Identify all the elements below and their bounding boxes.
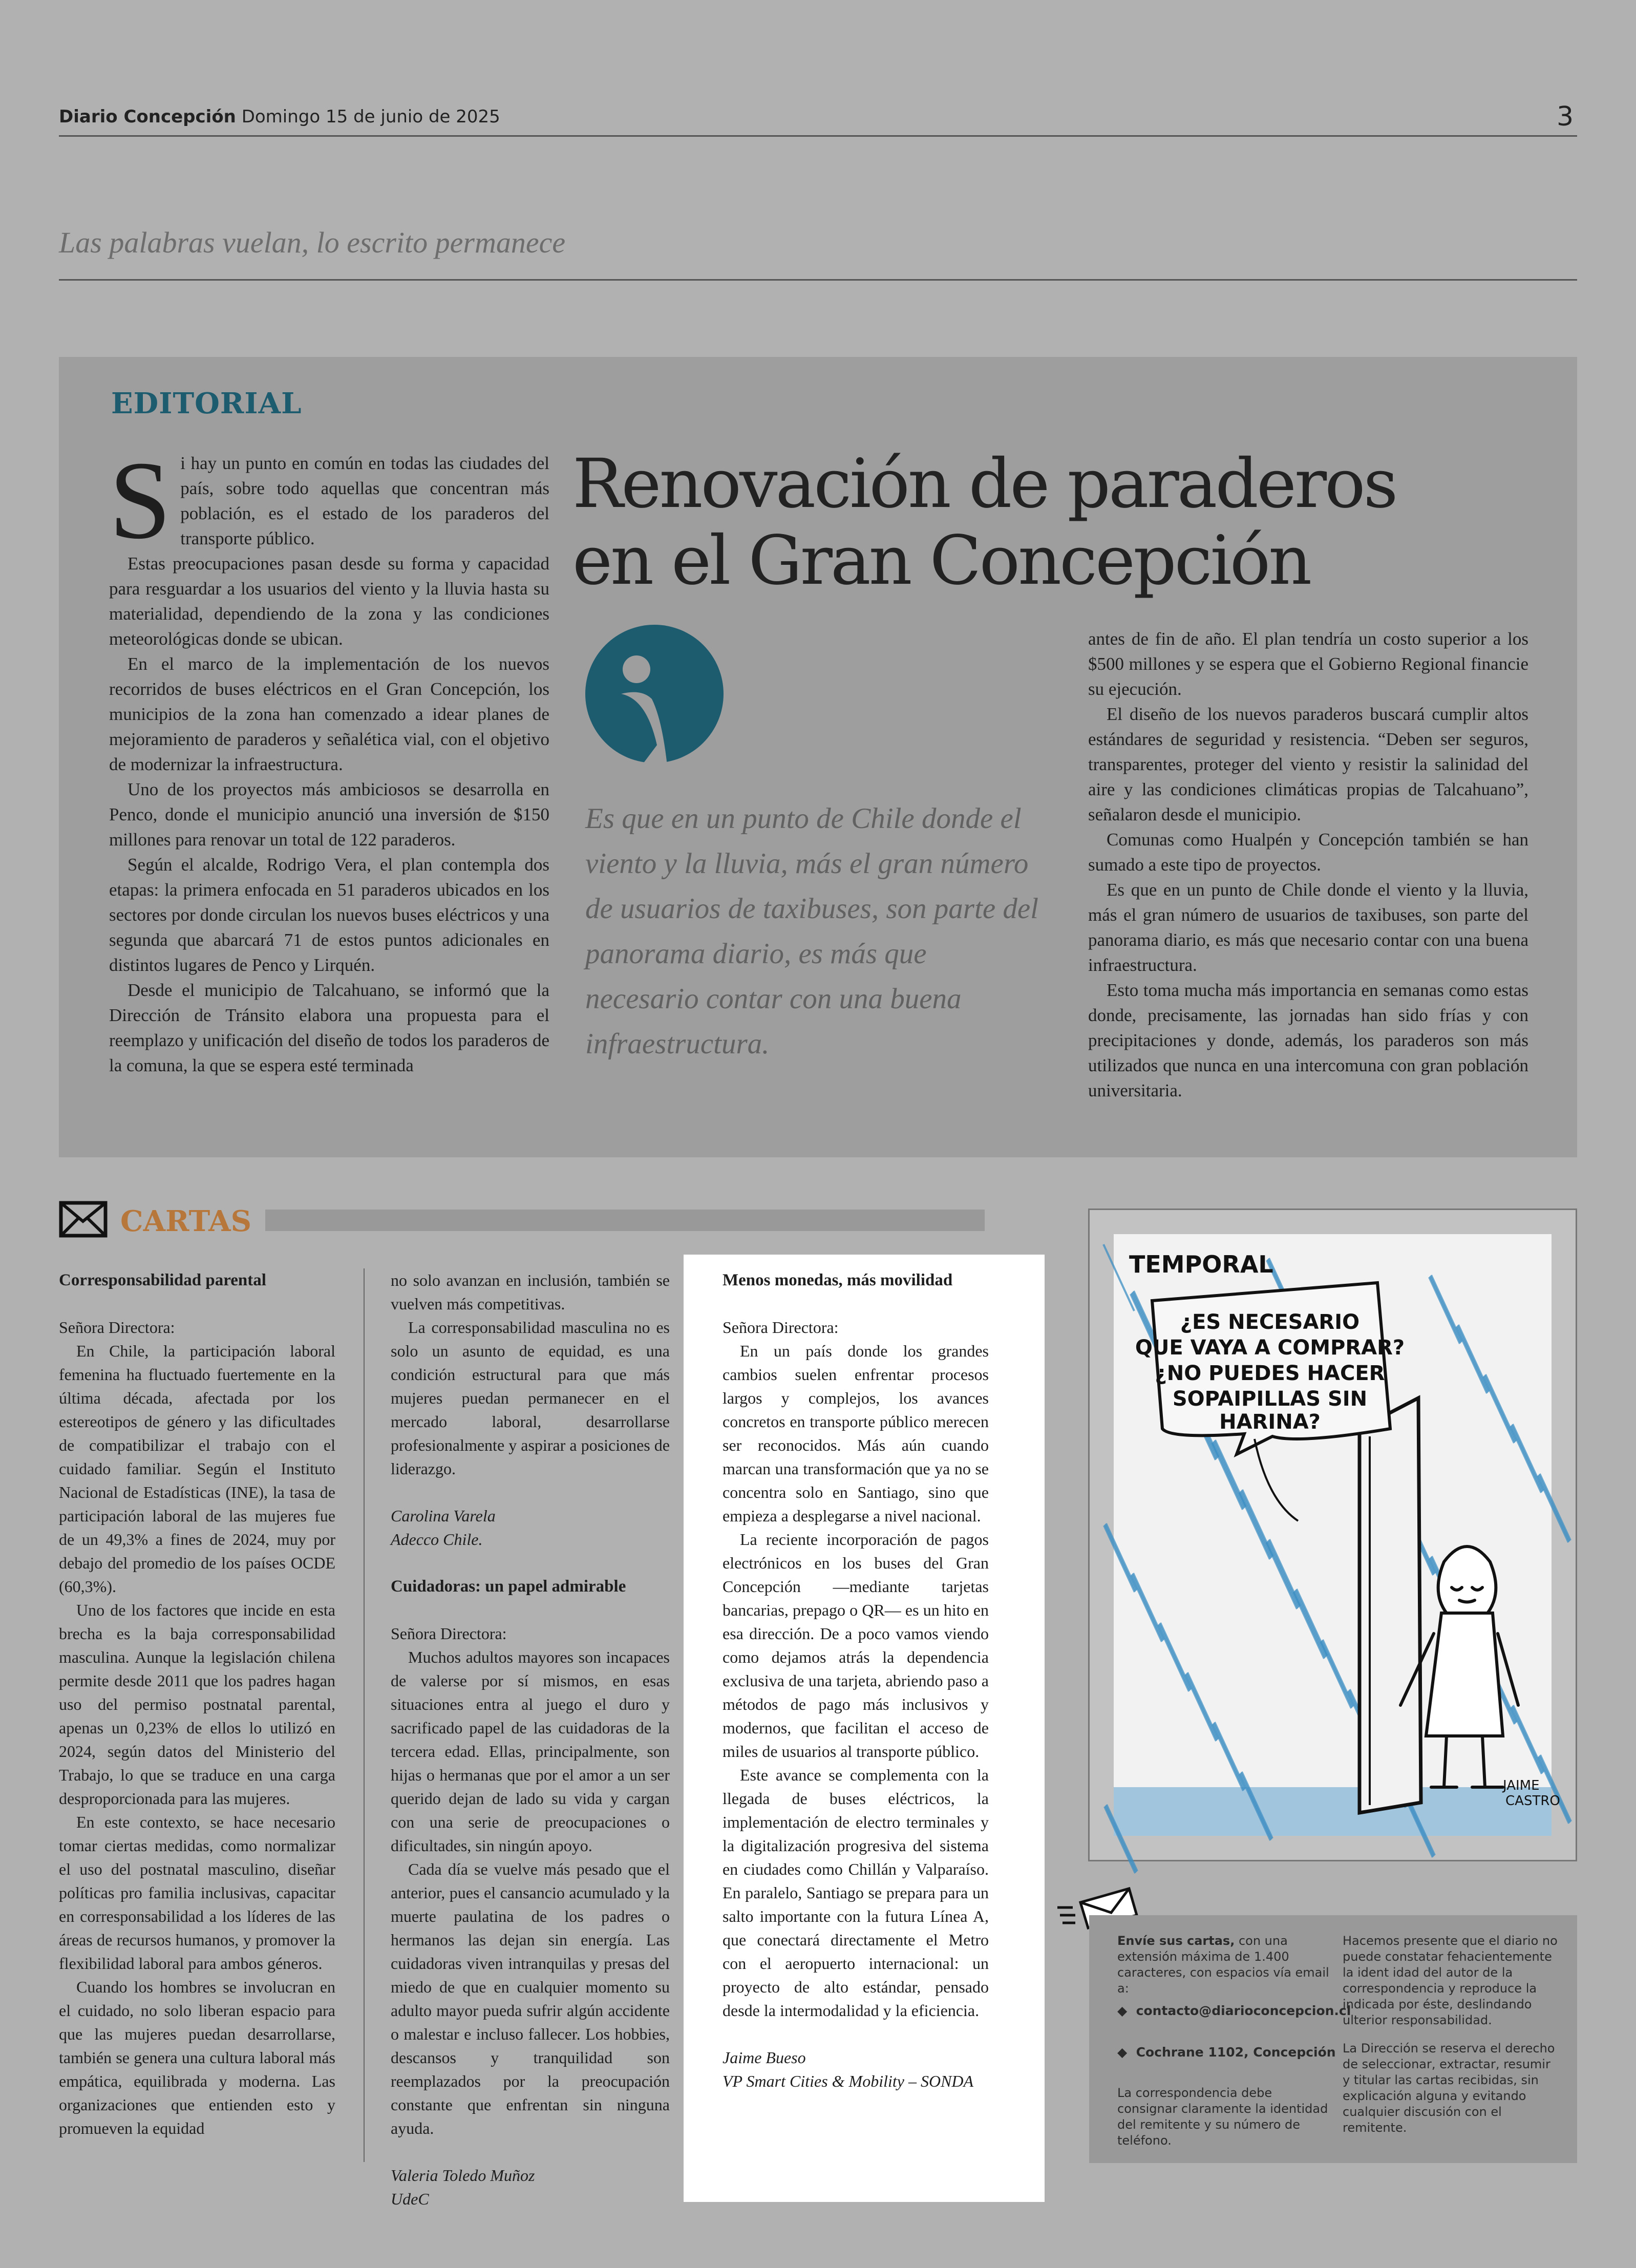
rain-stroke <box>1429 1277 1460 1344</box>
letter-author: Jaime Bueso <box>723 2048 806 2067</box>
letter-paragraph: Muchos adultos mayores son incapaces de valerse por sí mismos, en esas situaciones entra al juego el duro y sacrificado papel de las cuidadoras de la tercera edad. Ellas, principalmente, son hijas o hermanas que por el amor a un ser querido dejan de lado su vida y cargan con una serie de preocupaciones o dificultades, sin ningún apoyo. <box>391 1648 670 1855</box>
rain-stroke <box>1457 1326 1488 1392</box>
rain-stroke <box>1323 1640 1353 1706</box>
rain-stroke <box>1512 1706 1543 1773</box>
letter-paragraph: Cuando los hombres se involucran en el cuidado, no solo liberan espacio para que las mujeres puedan desarrollarse, también se genera una cultura laboral más empática, equilibrada y moderna. Las organizaciones que entienden esto y promueven la equidad <box>59 1978 335 2137</box>
rights-note: La Dirección se reserva el derecho de seleccionar, extractar, resumir y titular las cartas recibidas, sin explicación alguna y evitando cualquier discusión con el remitente. <box>1343 2041 1555 2135</box>
speech-line: QUE VAYA A COMPRAR? <box>1135 1336 1405 1360</box>
letter-paragraph: Este avance se complementa con la llegada de buses eléctricos, la implementación de electro terminales y la digitalización progresiva del sistema en ciudades como Chillán y Valparaíso. En paralelo, Santiago se prepara para un salto importante con la futura Línea A, que conectará directamente el Metro con el aeropuerto internacional: un proyecto de alto estándar, pensado desde la intermodalidad y la eficiencia. <box>723 1766 989 2020</box>
speech-line: ¿ES NECESARIO <box>1180 1310 1360 1334</box>
letter-paragraph: En este contexto, se hace necesario tomar ciertas medidas, como normalizar el uso del postnatal masculino, diseñar políticas pro familia inclusivas, capacitar en corresponsabilidad a los líderes de las áreas de recursos humanos, y promover la flexibilidad laboral para ambos géneros. <box>59 1813 335 1973</box>
rain-stroke <box>1458 1325 1489 1391</box>
send-instructions: Envíe sus cartas, con una extensión máxima de 1.400 caracteres, con espacios vía email a: <box>1117 1934 1329 1996</box>
pull-quote: Es que en un punto de Chile donde el viento y la lluvia, más el gran número de usuarios de taxibuses, son parte del panorama diario, es más que necesario contar con una buena infraestructura. <box>585 802 1039 1060</box>
rain-stroke <box>1132 1574 1163 1641</box>
letter-salutation: Señora Directora: <box>59 1318 175 1337</box>
letter-paragraph: Cada día se vuelve más pesado que el anterior, pues el cansancio acumulado y la muerte paulatina de los padres o hermanos las dejan sin energía. Las cuidadoras viven intranquilas y presas del miedo de que en cualquier momento su adulto mayor pueda sufrir algún accidente o malestar e incluso fallecer. Los hobbies, descansos y tranquilidad son reemplazados por la preocupación constante que enfrentan sin ninguna ayuda. <box>391 1860 670 2137</box>
editorial-paragraph: Uno de los proyectos más ambiciosos se desarrolla en Penco, donde el municipio anunció una inversión de $150 millones para renovar un total de 122 paraderos. <box>109 779 549 850</box>
rain-stroke <box>1241 1491 1272 1557</box>
rain-stroke <box>1513 1424 1543 1491</box>
editorial-paragraph: Desde el municipio de Talcahuano, se informó que la Dirección de Tránsito elabora una propuesta para el reemplazo y unificación del diseño de todos los paraderos de la comuna, la que se espera esté terminada <box>109 980 549 1075</box>
rain-stroke <box>1512 1425 1542 1492</box>
letter-paragraph: La corresponsabilidad masculina no es solo un asunto de equidad, es una condición estructural para que más mujeres puedan permanecer en el mercado laboral, desarrollarse profesionalmente y aspirar a posiciones de liderazgo. <box>391 1318 670 1478</box>
rain-stroke <box>1513 1705 1544 1772</box>
rain-stroke <box>1483 1376 1514 1443</box>
rain-stroke <box>1160 1623 1191 1689</box>
rain-stroke <box>1133 1573 1164 1640</box>
editorial-label: EDITORIAL <box>111 387 302 420</box>
cartas-header-bar <box>265 1210 985 1231</box>
speech-line: ¿NO PUEDES HACER <box>1155 1362 1385 1385</box>
editorial-paragraph: Según el alcalde, Rodrigo Vera, el plan contempla dos etapas: la primera enfocada en 51 paraderos ubicados en los sectores por donde circulan los nuevos buses eléctricos y una segunda que abarcará 71 de estos puntos adicionales en distintos lugares de Penco y Lirquén. <box>109 855 549 975</box>
letters-column-2 <box>391 1268 670 2211</box>
editorial-paragraph: El diseño de los nuevos paraderos buscará cumplir altos estándares de seguridad y resistencia. “Deben ser seguros, transparentes, proteger del viento y resistir la salinidad del aire y las condiciones climáticas propias de Talcahuano”, señalaron desde el municipio. <box>1088 704 1528 824</box>
letter-title: Corresponsabilidad parental <box>59 1271 266 1289</box>
header-rule <box>59 135 1577 137</box>
issue-date: Domingo 15 de junio de 2025 <box>241 107 500 127</box>
letter-salutation: Señora Directora: <box>391 1624 507 1643</box>
rain-stroke <box>1431 1275 1462 1342</box>
rain-stroke <box>1268 1540 1299 1607</box>
letter-title: Menos monedas, más movilidad <box>723 1271 953 1289</box>
letter-affiliation: VP Smart Cities & Mobility – SONDA <box>723 2072 974 2090</box>
correspondence-note: La correspondencia debe consignar claramente la identidad del remitente y su número de teléfono. <box>1117 2086 1328 2148</box>
rain-stroke <box>1187 1672 1218 1739</box>
rain-stroke <box>1214 1723 1244 1790</box>
editorial-column-3 <box>1088 626 1528 1103</box>
rain-stroke <box>1294 1591 1325 1658</box>
rain-stroke <box>1267 1541 1298 1608</box>
letter-corresponsabilidad <box>59 1268 335 2140</box>
svg-text:JAIME: JAIME <box>1503 1778 1540 1793</box>
rain-stroke <box>1511 1426 1541 1493</box>
editorial-paragraph: En el marco de la implementación de los nuevos recorridos de buses eléctricos en el Gran Concepción, los municipios de la zona han comenzado a idear planes de mejoramiento de paraderos y señalética vial, con el objetivo de modernizar la infraestructura. <box>109 654 549 774</box>
editorial-cartoon <box>1114 1234 1560 1836</box>
info-icon <box>585 622 724 766</box>
column-divider <box>364 1268 365 2162</box>
letter-paragraph: no solo avanzan en inclusión, también se vuelven más competitivas. <box>391 1271 670 1313</box>
letter-title: Cuidadoras: un papel admirable <box>391 1577 626 1596</box>
contact-address: ◆ Cochrane 1102, Concepción <box>1117 2045 1336 2060</box>
rain-stroke <box>1185 1674 1216 1741</box>
editorial-paragraph: antes de fin de año. El plan tendría un costo superior a los $500 millones y se espera que el Gobierno Regional financie su ejecución. <box>1088 629 1528 699</box>
rain-stroke <box>1131 1575 1162 1642</box>
rain-stroke <box>1456 1327 1487 1393</box>
letter-paragraph: En un país donde los grandes cambios suelen enfrentar procesos largos y complejos, los avances concretos en transporte público merecen ser reconocidos. Más aún cuando marcan una transformación que ya no se concentra solo en Santiago, sino que empieza a desplegarse a nivel nacional. <box>723 1342 989 1525</box>
rain-stroke <box>1215 1722 1245 1789</box>
editorial-paragraph: Estas preocupaciones pasan desde su forma y capacidad para resguardar a los usuarios del viento y la lluvia hasta su materialidad, dependiendo de la zona y las condiciones meteorológicas donde se ubican. <box>109 554 549 649</box>
rain-stroke <box>1322 1641 1352 1707</box>
puddle <box>1114 1787 1552 1836</box>
editorial-paragraph: Esto toma mucha más importancia en semanas como estas donde, precisamente, las jornadas han sido frías y con precipitaciones y donde, además, los paraderos son más utilizados que nunca en una intercomuna con gran población universitaria. <box>1088 980 1528 1100</box>
cartoon-title: TEMPORAL <box>1129 1250 1273 1278</box>
letter-author: Valeria Toledo Muñoz <box>391 2166 535 2185</box>
disclaimer-note: Hacemos presente que el diario no puede constatar fehacientemente la ident idad del autor de la correspondencia y reproduce la indicada por éste, deslindando ulterior responsabilidad. <box>1343 1934 1558 2027</box>
rain-stroke <box>1511 1707 1542 1774</box>
paper-name: Diario Concepción <box>59 107 236 127</box>
rain-stroke <box>1430 1276 1461 1343</box>
envelope-icon <box>59 1201 108 1238</box>
rain-stroke <box>1186 1673 1217 1740</box>
contact-email[interactable]: ◆ contacto@diarioconcepcion.cl <box>1117 2003 1351 2018</box>
letter-paragraph: La reciente incorporación de pagos electrónicos en los buses del Gran Concepción —mediante tarjetas bancarias, prepago o QR— es un hito en esa dirección. De a poco vamos viendo como dejamos atrás la dependencia exclusiva de una tarjeta, abriendo paso a métodos de pago más inclusivos y modernos, que facilitan el acceso de miles de usuarios al transporte público. <box>723 1530 989 1761</box>
speech-line: SOPAIPILLAS SIN <box>1172 1387 1368 1411</box>
rain-stroke <box>1295 1590 1326 1657</box>
rain-stroke <box>1297 1589 1327 1656</box>
page-number: 3 <box>1557 101 1574 132</box>
letter-salutation: Señora Directora: <box>723 1318 839 1337</box>
letter-paragraph: Uno de los factores que incide en esta brecha es la baja corresponsabilidad masculina. Aunque la legislación chilena permite desde 2011 que los padres hagan uso del permiso postnatal parental, apenas un 0,23% de ellos lo utilizó en 2024, según datos del Ministerio del Trabajo, lo que se traduce en una carga desproporcionada para las mujeres. <box>59 1601 335 1808</box>
editorial-column-1 <box>109 439 549 1078</box>
drop-cap: S <box>109 439 172 562</box>
rain-stroke <box>1158 1625 1189 1691</box>
rain-stroke <box>1213 1724 1243 1791</box>
rain-stroke <box>1484 1375 1515 1442</box>
rain-stroke <box>1159 1624 1190 1690</box>
letter-paragraph: En Chile, la participación laboral femenina ha fluctuado fuertemente en la última década, afectada por los estereotipos de género y las dificultades de compatibilizar el trabajo con el cuidado familiar. Según el Instituto Nacional de Estadísticas (INE), la tasa de participación laboral de las mujeres fue de un 49,3% a fines de 2024, muy por debajo del promedio de los países OCDE (60,3%). <box>59 1342 335 1596</box>
editorial-paragraph: Comunas como Hualpén y Concepción también se han sumado a este tipo de proyectos. <box>1088 830 1528 875</box>
rain-stroke <box>1485 1374 1516 1441</box>
tagline-rule <box>59 279 1577 281</box>
speech-line: HARINA? <box>1219 1410 1321 1434</box>
header-dateline <box>59 107 500 127</box>
letter-affiliation: UdeC <box>391 2190 429 2208</box>
editorial-paragraph: Es que en un punto de Chile donde el viento y la lluvia, más el gran número de usuarios de taxibuses, son parte del panorama diario, es más que necesario contar con una buena infraestructura. <box>1088 880 1528 975</box>
letter-movilidad <box>723 1268 989 2093</box>
letter-affiliation: Adecco Chile. <box>391 1530 483 1549</box>
editorial-paragraph: i hay un punto en común en todas las ciudades del país, sobre todo aquellas que concentran más población, es el estado de los paraderos del transporte público. <box>180 453 549 548</box>
rain-stroke <box>1242 1490 1273 1556</box>
editorial-headline: Renovación de paraderos en el Gran Concepción <box>572 444 1396 600</box>
cartas-label: CARTAS <box>120 1204 252 1238</box>
rain-stroke <box>1269 1539 1300 1606</box>
rain-stroke <box>1240 1492 1271 1558</box>
letter-author: Carolina Varela <box>391 1507 496 1525</box>
svg-text:CASTRO: CASTRO <box>1505 1793 1560 1809</box>
section-tagline: Las palabras vuelan, lo escrito permanece <box>59 226 566 259</box>
